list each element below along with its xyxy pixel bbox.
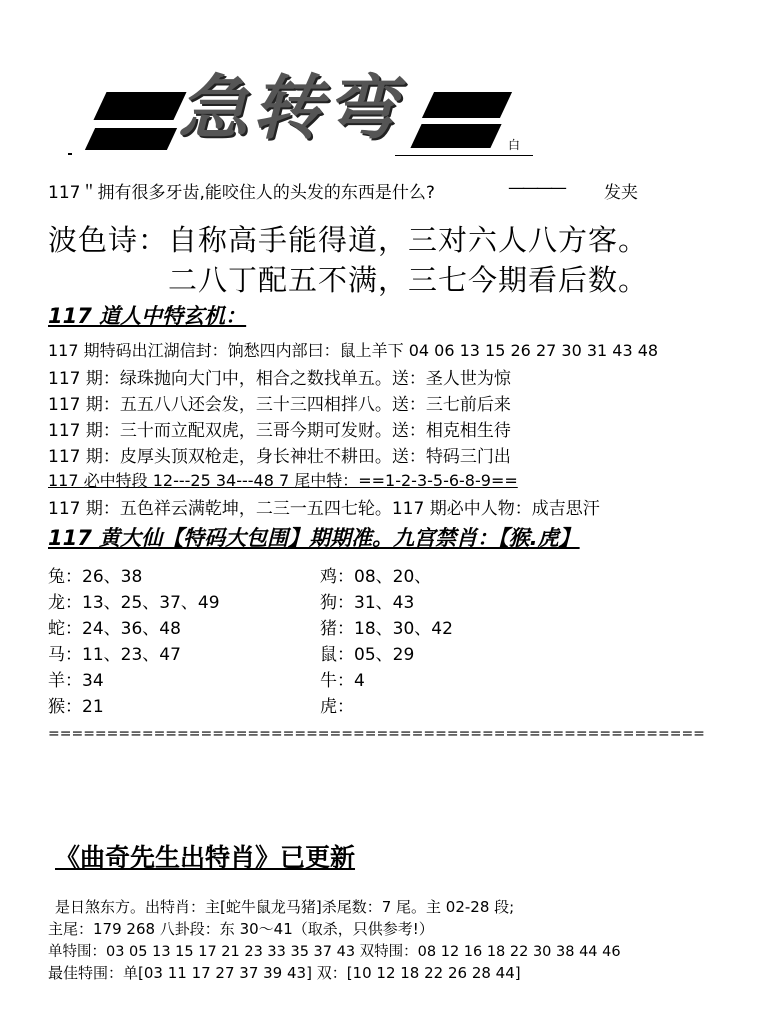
section-daoren-line: 117 期：五色祥云满乾坤，二三一五四七轮。117 期必中人物：成吉思汗: [48, 499, 600, 519]
section-daoren-title: 117 道人中特玄机：: [48, 304, 247, 328]
zodiac-left-item: 猴：21: [48, 697, 104, 717]
zodiac-left-item: 马：11、23、47: [48, 645, 181, 665]
zodiac-right-item: 牛：4: [320, 671, 365, 691]
header-dot: [68, 153, 72, 155]
zodiac-left-item: 兔：26、38: [48, 567, 143, 587]
zodiac-right-item: 鸡：08、20、: [320, 567, 432, 587]
header-underline: [395, 155, 533, 156]
section-daoren-line: 117 期：绿珠抛向大门中，相合之数找单五。送：圣人世为惊: [48, 369, 511, 389]
riddle-question: 117＂拥有很多牙齿,能咬住人的头发的东西是什么?: [48, 183, 435, 203]
poem-line-1: 波色诗：自称高手能得道，三对六人八方客。: [48, 223, 649, 257]
section-daoren-line: 117 期：五五八八还会发，三十三四相拌八。送：三七前后来: [48, 395, 511, 415]
zodiac-left-item: 龙：13、25、37、49: [48, 593, 220, 613]
separator-line: ========================================================: [48, 726, 705, 742]
section-quqi-line: 是日煞东方。出特肖：主[蛇牛鼠龙马猪]杀尾数：7 尾。主 02-28 段;: [55, 898, 515, 916]
header-bar-right-bottom: [410, 124, 501, 148]
section-quqi-line: 最佳特围：单[03 11 17 27 37 39 43] 双：[10 12 18 22 26 28 44]: [48, 964, 521, 982]
section-quqi-title: 《曲奇先生出特肖》已更新: [55, 843, 356, 872]
section-daoren-line: 117 期特码出江湖信封：饷愁四内部曰：鼠上羊下 04 06 13 15 26 27 30 31 43 48: [48, 341, 659, 360]
poem-line-2: 二八丁配五不满，三七今期看后数。: [168, 263, 649, 297]
header-bar-right-top: [422, 92, 512, 118]
section-huangdaxian-title: 117 黄大仙【特码大包围】期期准。九宫禁肖：【猴.虎】: [48, 526, 580, 550]
header-bar-left-bottom: [85, 128, 177, 150]
page-title: 急转弯: [178, 66, 400, 149]
zodiac-left-item: 蛇：24、36、48: [48, 619, 181, 639]
zodiac-right-item: 鼠：05、29: [320, 645, 415, 665]
section-daoren-line: 117 期：皮厚头顶双枪走，身长神壮不耕田。送：特码三门出: [48, 447, 511, 467]
header-bar-left-top: [93, 92, 186, 120]
section-quqi-line: 主尾：179 268 八卦段：东 30～41（取杀，只供参考!）: [48, 920, 434, 938]
zodiac-left-item: 羊：34: [48, 671, 104, 691]
header-corner-text: 白: [508, 138, 521, 152]
zodiac-right-item: 猪：18、30、42: [320, 619, 453, 639]
zodiac-right-item: 狗：31、43: [320, 593, 415, 613]
riddle-dash: ————: [508, 178, 564, 198]
section-quqi-line: 单特围：03 05 13 15 17 21 23 33 35 37 43 双特围：08 12 16 18 22 30 38 44 46: [48, 944, 621, 960]
section-daoren-line: 117 必中特段 12---25 34---48 7 尾中特：==1-2-3-5-6-8-9==: [48, 471, 518, 490]
zodiac-right-item: 虎：: [320, 697, 354, 717]
section-daoren-line: 117 期：三十而立配双虎，三哥今期可发财。送：相克相生待: [48, 421, 511, 441]
riddle-answer: 发夹: [604, 183, 638, 203]
